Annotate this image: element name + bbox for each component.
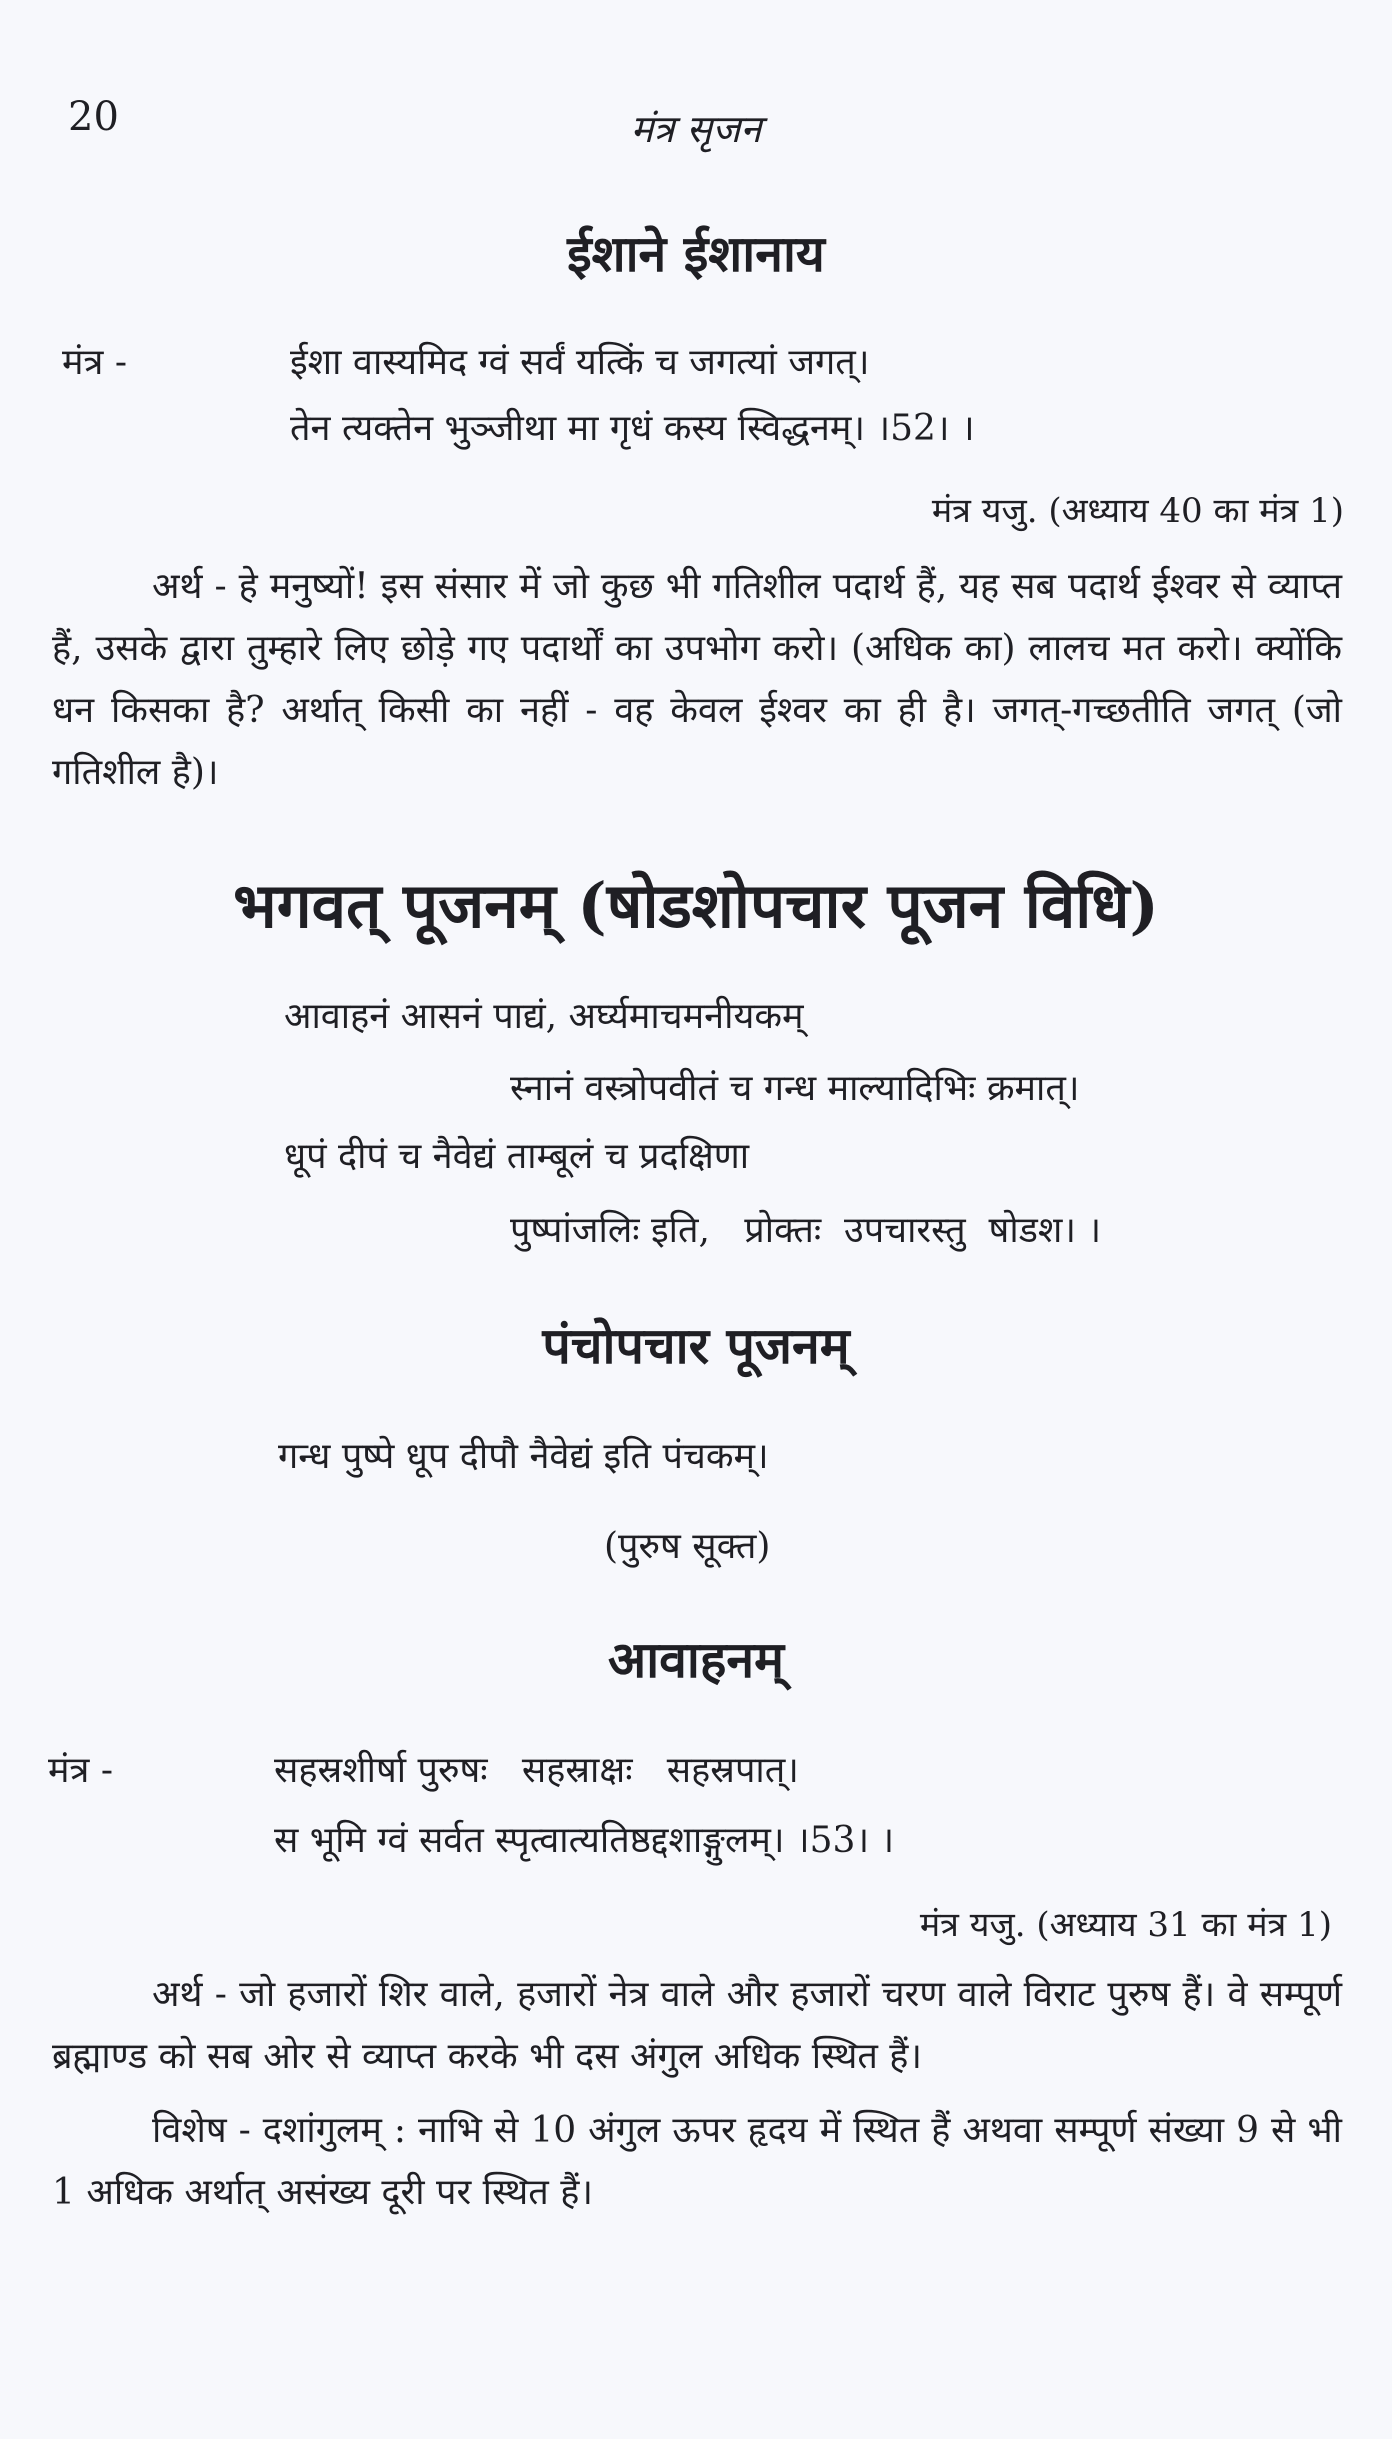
verse-line: ईशा वास्यमिद ग्वं सर्वं यत्किं च जगत्यां जगत्। [290, 342, 870, 383]
verse-line: पुष्पांजलिः इति, प्रोक्तः उपचारस्तु षोडश। । [510, 1210, 1102, 1251]
verse-line: स्नानं वस्त्रोपवीतं च गन्ध माल्यादिभिः क्रमात्। [510, 1068, 1080, 1109]
mantra-reference: मंत्र यजु. (अध्याय 40 का मंत्र 1) [931, 491, 1344, 531]
running-title: मंत्र सृजन [630, 107, 762, 151]
section-heading-panchopachar: पंचोपचार पूजनम् [542, 1316, 850, 1375]
verse-line: सहस्रशीर्षा पुरुषः सहस्राक्षः सहस्रपात्। [274, 1750, 799, 1791]
meaning-text: अर्थ - हे मनुष्यों! इस संसार में जो कुछ भी गतिशील पदार्थ हैं, यह सब पदार्थ ईश्वर से व्याप्त हैं, उसके द्वारा तुम्हारे लिए छोड़े गए पदार्थों का उपभोग करो। (अधिक का) लालच मत करो। क्योंकि धन किसका है? अर्थात् किसी का नहीं - वह केवल ईश्वर का ही है। जगत्-गच्छतीति जगत् (जो गतिशील है)। [52, 566, 1342, 793]
mantra-label: मंत्र - [62, 342, 128, 383]
note-paragraph [52, 2100, 1342, 2224]
mantra-reference: मंत्र यजु. (अध्याय 31 का मंत्र 1) [919, 1905, 1332, 1945]
verse-line: धूपं दीपं च नैवेद्यं ताम्बूलं च प्रदक्षिणा [284, 1136, 750, 1177]
verse-line: गन्ध पुष्पे धूप दीपौ नैवेद्यं इति पंचकम्। [278, 1436, 769, 1477]
page-number: 20 [68, 94, 119, 140]
verse-source: (पुरुष सूक्त) [604, 1526, 771, 1567]
verse-line: स भूमि ग्वं सर्वत स्पृत्वात्यतिष्ठद्दशाङ्गुलम्। ।53। । [274, 1820, 895, 1861]
section-heading-ishane: ईशाने ईशानाय [567, 224, 825, 283]
verse-line: आवाहनं आसनं पाद्यं, अर्घ्यमाचमनीयकम् [284, 996, 804, 1037]
mantra-label: मंत्र - [48, 1750, 114, 1791]
section-heading-avahanam: आवाहनम् [607, 1630, 785, 1689]
note-text: विशेष - दशांगुलम् : नाभि से 10 अंगुल ऊपर हृदय में स्थित हैं अथवा सम्पूर्ण संख्या 9 से भी 1 अधिक अर्थात् असंख्य दूरी पर स्थित हैं। [52, 2110, 1342, 2213]
meaning-paragraph [52, 1964, 1342, 2088]
meaning-text: अर्थ - जो हजारों शिर वाले, हजारों नेत्र वाले और हजारों चरण वाले विराट पुरुष हैं। वे सम्पूर्ण ब्रह्माण्ड को सब ओर से व्याप्त करके भी दस अंगुल अधिक स्थित हैं। [52, 1974, 1342, 2077]
meaning-paragraph [52, 556, 1342, 804]
section-heading-shodashopachar: भगवत् पूजनम् (षोडशोपचार पूजन विधि) [233, 869, 1159, 942]
verse-line: तेन त्यक्तेन भुञ्जीथा मा गृधं कस्य स्विद्धनम्। ।52। । [290, 408, 975, 449]
